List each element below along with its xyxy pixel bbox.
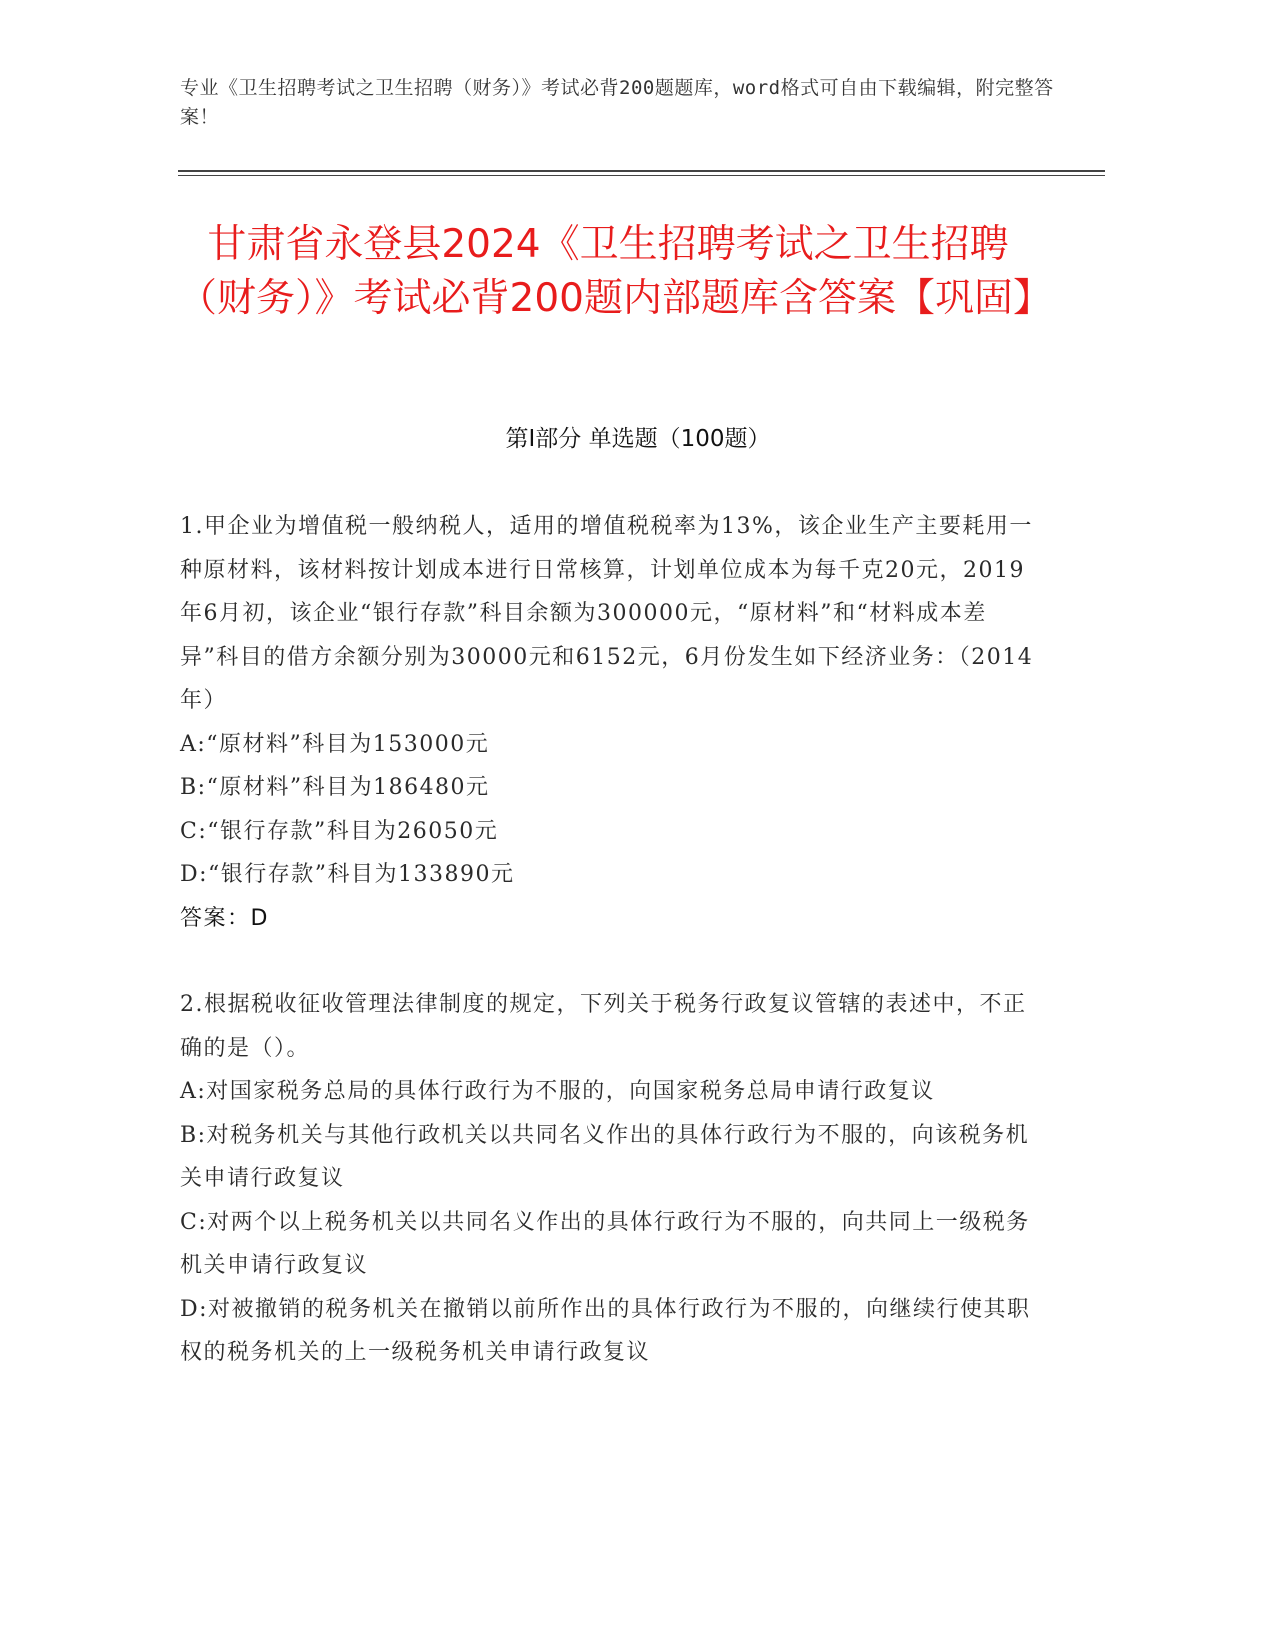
option-c: C:“银行存款”科目为26050元 bbox=[180, 818, 499, 844]
option-a: A:对国家税务总局的具体行政行为不服的，向国家税务总局申请行政复议 bbox=[180, 1079, 935, 1104]
question-stem: 1.甲企业为增值税一般纳税人，适用的增值税税率为13%，该企业生产主要耗用一种原材料，该材料按计划成本进行日常核算，计划单位成本为每千克20元，2019年6月初，该企业“银行存款”科目余额为300000元，“原材料”和“材料成本差异”科目的借方余额分别为30000元和6152元，6月份发生如下经济业务：（2014年） bbox=[180, 514, 1034, 713]
question-stem: 2.根据税收征收管理法律制度的规定，下列关于税务行政复议管辖的表述中，不正确的是（）。 bbox=[180, 992, 1027, 1061]
question-1 bbox=[180, 505, 1040, 940]
answer-label: 答案：D bbox=[180, 905, 269, 931]
option-c: C:对两个以上税务机关以共同名义作出的具体行政行为不服的，向共同上一级税务机关申请行政复议 bbox=[180, 1209, 1030, 1278]
option-b: B:对税务机关与其他行政机关以共同名义作出的具体行政行为不服的，向该税务机关申请行政复议 bbox=[180, 1122, 1030, 1191]
header-note: 专业《卫生招聘考试之卫生招聘（财务）》考试必背200题题库，word格式可自由下载编辑，附完整答案！ bbox=[180, 77, 1054, 128]
header-divider-thick bbox=[178, 170, 1105, 172]
document-title: 甘肃省永登县2024《卫生招聘考试之卫生招聘（财务）》考试必背200题内部题库含答案【巩固】 bbox=[178, 222, 1052, 321]
question-list bbox=[180, 505, 1040, 1375]
option-a: A:“原材料”科目为153000元 bbox=[180, 731, 490, 757]
question-2 bbox=[180, 983, 1040, 1375]
header-divider-thin bbox=[178, 175, 1105, 176]
section-heading: 第I部分 单选题（100题） bbox=[505, 426, 771, 452]
option-d: D:“银行存款”科目为133890元 bbox=[180, 862, 515, 887]
option-d: D:对被撤销的税务机关在撤销以前所作出的具体行政行为不服的，向继续行使其职权的税务机关的上一级税务机关申请行政复议 bbox=[180, 1296, 1031, 1365]
option-b: B:“原材料”科目为186480元 bbox=[180, 775, 490, 800]
